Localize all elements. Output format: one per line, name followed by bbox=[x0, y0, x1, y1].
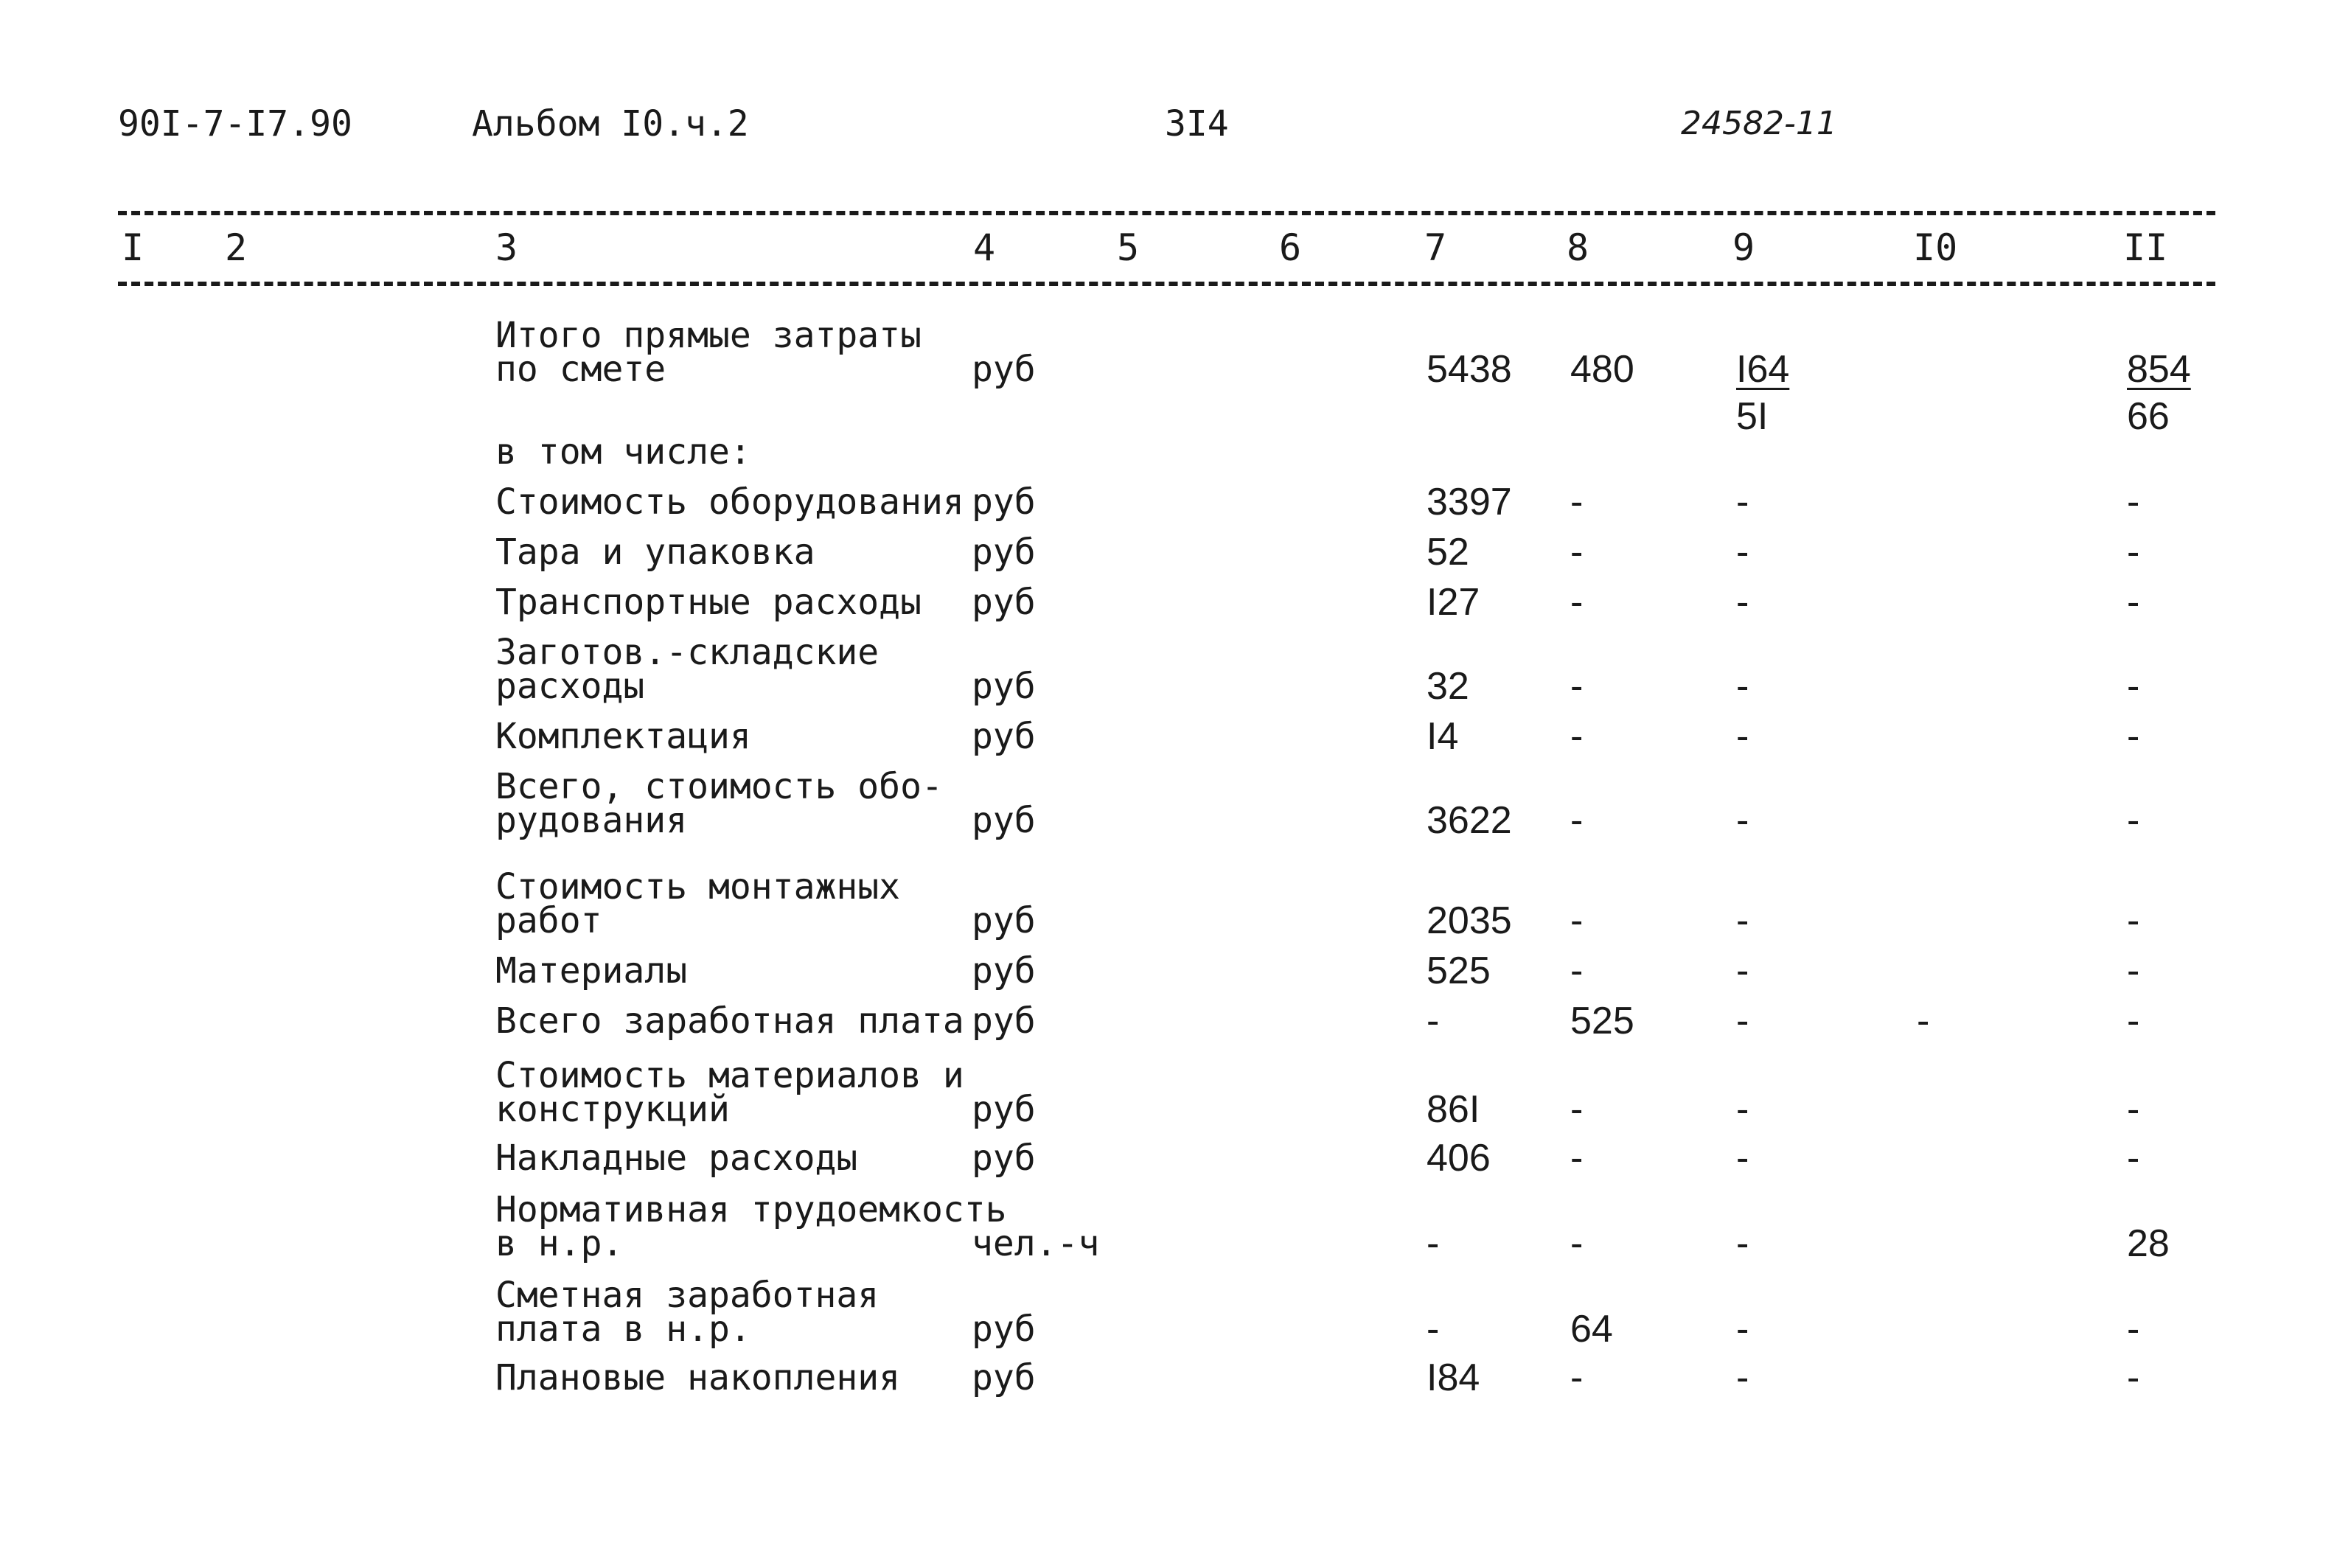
row-value-col11-secondary: 66 bbox=[2127, 395, 2170, 438]
row-value-col7: 3397 bbox=[1427, 481, 1512, 523]
document-number: 24582-11 bbox=[1681, 105, 1837, 142]
row-unit: руб bbox=[972, 800, 1036, 841]
row-value-col8: - bbox=[1570, 799, 1584, 842]
row-value-col8: - bbox=[1570, 1222, 1584, 1265]
row-value-col10: - bbox=[1917, 1000, 1930, 1042]
row-name: Всего заработная плата bbox=[495, 1000, 964, 1042]
row-unit: руб bbox=[972, 666, 1036, 707]
row-name: Плановые накопления bbox=[495, 1357, 901, 1398]
row-value-col9: I64 bbox=[1736, 348, 1790, 391]
row-value-col8: - bbox=[1570, 1356, 1584, 1399]
row-unit: руб bbox=[972, 532, 1036, 573]
column-header: 6 bbox=[1279, 226, 1302, 269]
row-unit: руб bbox=[972, 481, 1036, 523]
table-header-divider bbox=[118, 282, 2215, 286]
row-value-col7: 52 bbox=[1427, 531, 1469, 574]
row-value-col7: - bbox=[1427, 1308, 1440, 1351]
row-value-col8: - bbox=[1570, 665, 1584, 708]
row-name: Стоимость материалов и конструкций bbox=[495, 1055, 964, 1130]
row-value-col11: - bbox=[2127, 1308, 2140, 1351]
row-value-col9: - bbox=[1736, 531, 1749, 574]
row-value-col7: 86I bbox=[1427, 1088, 1480, 1131]
row-value-col8: - bbox=[1570, 899, 1584, 942]
row-value-col9: - bbox=[1736, 899, 1749, 942]
row-value-col11: - bbox=[2127, 1088, 2140, 1131]
row-value-col11: - bbox=[2127, 581, 2140, 624]
column-header: 5 bbox=[1117, 226, 1140, 269]
row-value-col9: - bbox=[1736, 665, 1749, 708]
column-header: 8 bbox=[1567, 226, 1589, 269]
row-value-col9-secondary: 5I bbox=[1736, 395, 1769, 438]
row-value-col11: 854 bbox=[2127, 348, 2191, 391]
row-value-col8: - bbox=[1570, 949, 1584, 992]
row-value-col11: - bbox=[2127, 1356, 2140, 1399]
page-number: 3I4 bbox=[1165, 103, 1229, 144]
row-value-col11: - bbox=[2127, 1000, 2140, 1042]
row-value-col9: - bbox=[1736, 1000, 1749, 1042]
row-value-col11: - bbox=[2127, 531, 2140, 574]
row-unit: руб bbox=[972, 582, 1036, 623]
row-name: Сметная заработная плата в н.р. bbox=[495, 1275, 880, 1350]
row-value-col9: - bbox=[1736, 581, 1749, 624]
row-value-col7: 5438 bbox=[1427, 348, 1512, 391]
column-header: I0 bbox=[1913, 226, 1958, 269]
row-value-col7: 3622 bbox=[1427, 799, 1512, 842]
row-name: Стоимость оборудования bbox=[495, 481, 964, 523]
row-value-col7: 406 bbox=[1427, 1137, 1491, 1180]
row-name: Комплектация bbox=[495, 716, 751, 757]
row-unit: руб bbox=[972, 349, 1036, 390]
row-name: Тара и упаковка bbox=[495, 532, 815, 573]
row-value-col7: I4 bbox=[1427, 715, 1459, 758]
document-code: 90I-7-I7.90 bbox=[118, 103, 352, 144]
row-unit: руб bbox=[972, 900, 1036, 941]
row-unit: руб bbox=[972, 950, 1036, 992]
row-value-col7: - bbox=[1427, 1000, 1440, 1042]
row-value-col11: - bbox=[2127, 899, 2140, 942]
row-value-col8: - bbox=[1570, 715, 1584, 758]
row-value-col9: - bbox=[1736, 799, 1749, 842]
row-unit: руб bbox=[972, 716, 1036, 757]
row-name: в том числе: bbox=[495, 431, 751, 473]
row-value-col7: 525 bbox=[1427, 949, 1491, 992]
row-value-col9: - bbox=[1736, 1137, 1749, 1180]
row-value-col9: - bbox=[1736, 949, 1749, 992]
row-unit: руб bbox=[972, 1309, 1036, 1350]
row-value-col8: - bbox=[1570, 1088, 1584, 1131]
row-unit: руб bbox=[972, 1000, 1036, 1042]
row-name: Стоимость монтажных работ bbox=[495, 866, 901, 941]
row-name: Заготов.-складские расходы bbox=[495, 632, 880, 707]
column-header: II bbox=[2123, 226, 2168, 269]
row-unit: руб bbox=[972, 1357, 1036, 1398]
row-name: Накладные расходы bbox=[495, 1137, 858, 1179]
row-value-col11: - bbox=[2127, 1137, 2140, 1180]
column-header: 3 bbox=[495, 226, 518, 269]
column-header: 9 bbox=[1732, 226, 1755, 269]
column-header: 7 bbox=[1424, 226, 1447, 269]
row-name: Материалы bbox=[495, 950, 688, 992]
row-value-col7: 2035 bbox=[1427, 899, 1512, 942]
row-name: Транспортные расходы bbox=[495, 582, 922, 623]
album-label: Альбом I0.ч.2 bbox=[472, 103, 749, 144]
column-header: I bbox=[122, 226, 144, 269]
row-value-col8: 64 bbox=[1570, 1308, 1613, 1351]
row-value-col8: - bbox=[1570, 481, 1584, 523]
column-header: 4 bbox=[973, 226, 996, 269]
row-value-col9: - bbox=[1736, 1088, 1749, 1131]
row-value-col11: - bbox=[2127, 949, 2140, 992]
row-value-col7: I84 bbox=[1427, 1356, 1480, 1399]
row-value-col7: 32 bbox=[1427, 665, 1469, 708]
column-header: 2 bbox=[225, 226, 248, 269]
row-unit: чел.-ч bbox=[972, 1223, 1100, 1264]
row-value-col11: 28 bbox=[2127, 1222, 2170, 1265]
row-value-col9: - bbox=[1736, 1356, 1749, 1399]
row-unit: руб bbox=[972, 1089, 1036, 1130]
row-value-col8: 480 bbox=[1570, 348, 1634, 391]
row-name: Нормативная трудоемкость в н.р. bbox=[495, 1189, 1007, 1264]
row-value-col8: - bbox=[1570, 581, 1584, 624]
row-value-col11: - bbox=[2127, 481, 2140, 523]
row-value-col8: 525 bbox=[1570, 1000, 1634, 1042]
row-value-col7: I27 bbox=[1427, 581, 1480, 624]
row-value-col9: - bbox=[1736, 715, 1749, 758]
row-name: Итого прямые затраты по смете bbox=[495, 315, 922, 390]
row-value-col11: - bbox=[2127, 665, 2140, 708]
row-value-col8: - bbox=[1570, 1137, 1584, 1180]
row-value-col11: - bbox=[2127, 799, 2140, 842]
table-top-divider bbox=[118, 211, 2215, 215]
row-value-col9: - bbox=[1736, 481, 1749, 523]
row-value-col8: - bbox=[1570, 531, 1584, 574]
row-value-col11: - bbox=[2127, 715, 2140, 758]
row-name: Всего, стоимость обо- рудования bbox=[495, 766, 943, 841]
row-value-col7: - bbox=[1427, 1222, 1440, 1265]
row-value-col9: - bbox=[1736, 1222, 1749, 1265]
row-unit: руб bbox=[972, 1137, 1036, 1179]
row-value-col9: - bbox=[1736, 1308, 1749, 1351]
